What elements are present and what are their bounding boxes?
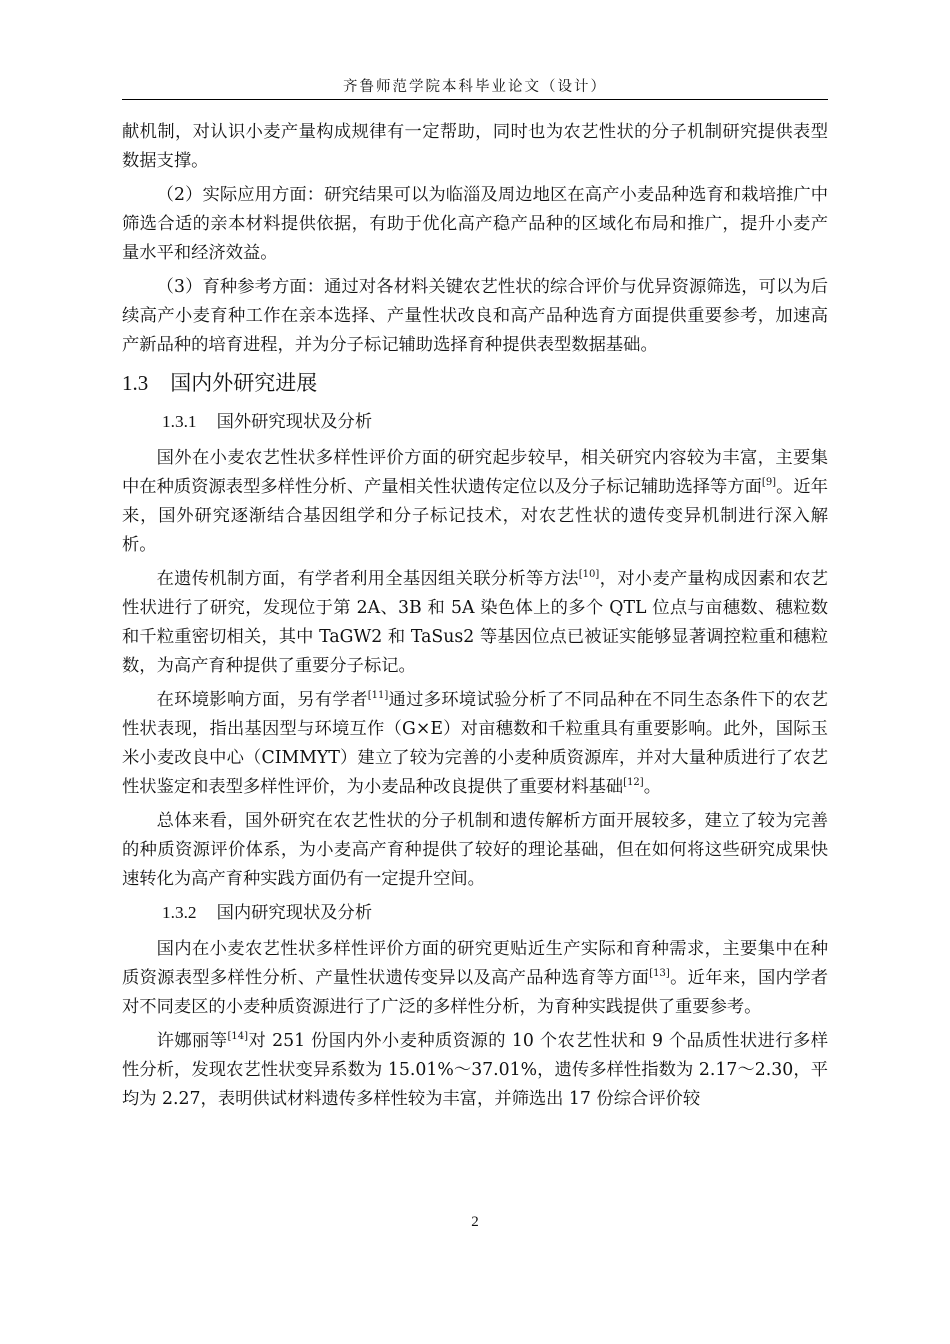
paragraph-environment-effect: 在环境影响方面，另有学者[11]通过多环境试验分析了不同品种在不同生态条件下的农艺性状表现，指出基因型与环境互作（G×E）对亩穗数和千粒重具有重要影响。此外，国际玉米小麦改良中心（CIMMYT）建立了较为完善的小麦种质资源库，并对大量种质进行了农艺性状鉴定和表型多样性评价，为小麦品种改良提供了重要材料基础[12]。	[122, 690, 828, 797]
paragraph-foreign-overview: 国外在小麦农艺性状多样性评价方面的研究起步较早，相关研究内容较为丰富，主要集中在种质资源表型多样性分析、产量相关性状遗传定位以及分子标记辅助选择等方面[9]。近年来，国外研究逐渐结合基因组学和分子标记技术，对农艺性状的遗传变异机制进行深入解析。	[122, 448, 828, 555]
subsection-number: 1.3.1	[162, 412, 197, 431]
header-divider	[122, 99, 828, 100]
paragraph-breeding-reference: （3）育种参考方面：通过对各材料关键农艺性状的综合评价与优异资源筛选，可以为后续高产小麦育种工作在亲本选择、产量性状改良和高产品种选育方面提供重要参考，加速高产新品种的培育进程，并为分子标记辅助选择育种提供表型数据基础。	[122, 277, 828, 355]
subsection-heading-foreign	[162, 408, 828, 436]
subsection-heading-domestic	[162, 899, 828, 927]
citation: [10]	[578, 569, 600, 580]
citation: [14]	[227, 1031, 249, 1042]
section-number: 1.3	[122, 371, 149, 395]
paragraph-xu-nali-study: 许娜丽等[14]对 251 份国内外小麦种质资源的 10 个农艺性状和 9 个品质性状进行多样性分析，发现农艺性状变异系数为 15.01%～37.01%，遗传多样性指数为 2.17～2.30，平均为 2.27，表明供试材料遗传多样性较为丰富，并筛选出 17 份综合评价较	[122, 1031, 828, 1109]
citation: [9]	[761, 477, 777, 488]
page-body	[122, 118, 828, 1119]
citation: [12]	[623, 777, 644, 788]
section-title: 国内外研究进展	[170, 371, 318, 395]
subsection-number: 1.3.2	[162, 903, 197, 922]
subsection-title: 国外研究现状及分析	[216, 412, 373, 432]
citation: [13]	[649, 968, 670, 979]
paragraph-foreign-summary: 总体来看，国外研究在农艺性状的分子机制和遗传解析方面开展较多，建立了较为完善的种质资源评价体系，为小麦高产育种提供了较好的理论基础，但在如何将这些研究成果快速转化为高产育种实践方面仍有一定提升空间。	[122, 811, 828, 889]
page-number: 2	[471, 1214, 479, 1230]
paragraph-domestic-overview: 国内在小麦农艺性状多样性评价方面的研究更贴近生产实际和育种需求，主要集中在种质资源表型多样性分析、产量性状遗传变异以及高产品种选育等方面[13]。近年来，国内学者对不同麦区的小麦种质资源进行了广泛的多样性分析，为育种实践提供了重要参考。	[122, 939, 828, 1017]
paragraph-genetic-mechanism: 在遗传机制方面，有学者利用全基因组关联分析等方法[10]，对小麦产量构成因素和农艺性状进行了研究，发现位于第 2A、3B 和 5A 染色体上的多个 QTL 位点与亩穗数、穗粒数和千粒重密切相关，其中 TaGW2 和 TaSus2 等基因位点已被证实能够显著调控粒重和穗粒数，为高产育种提供了重要分子标记。	[122, 569, 828, 676]
subsection-title: 国内研究现状及分析	[216, 903, 373, 923]
section-heading	[122, 366, 828, 400]
running-header: 齐鲁师范学院本科毕业论文（设计）	[343, 79, 607, 95]
paragraph-continued: 献机制，对认识小麦产量构成规律有一定帮助，同时也为农艺性状的分子机制研究提供表型数据支撑。	[122, 122, 828, 171]
paragraph-practical-application: （2）实际应用方面：研究结果可以为临淄及周边地区在高产小麦品种选育和栽培推广中筛选合适的亲本材料提供依据，有助于优化高产稳产品种的区域化布局和推广，提升小麦产量水平和经济效益。	[122, 185, 828, 263]
citation: [11]	[367, 690, 389, 701]
